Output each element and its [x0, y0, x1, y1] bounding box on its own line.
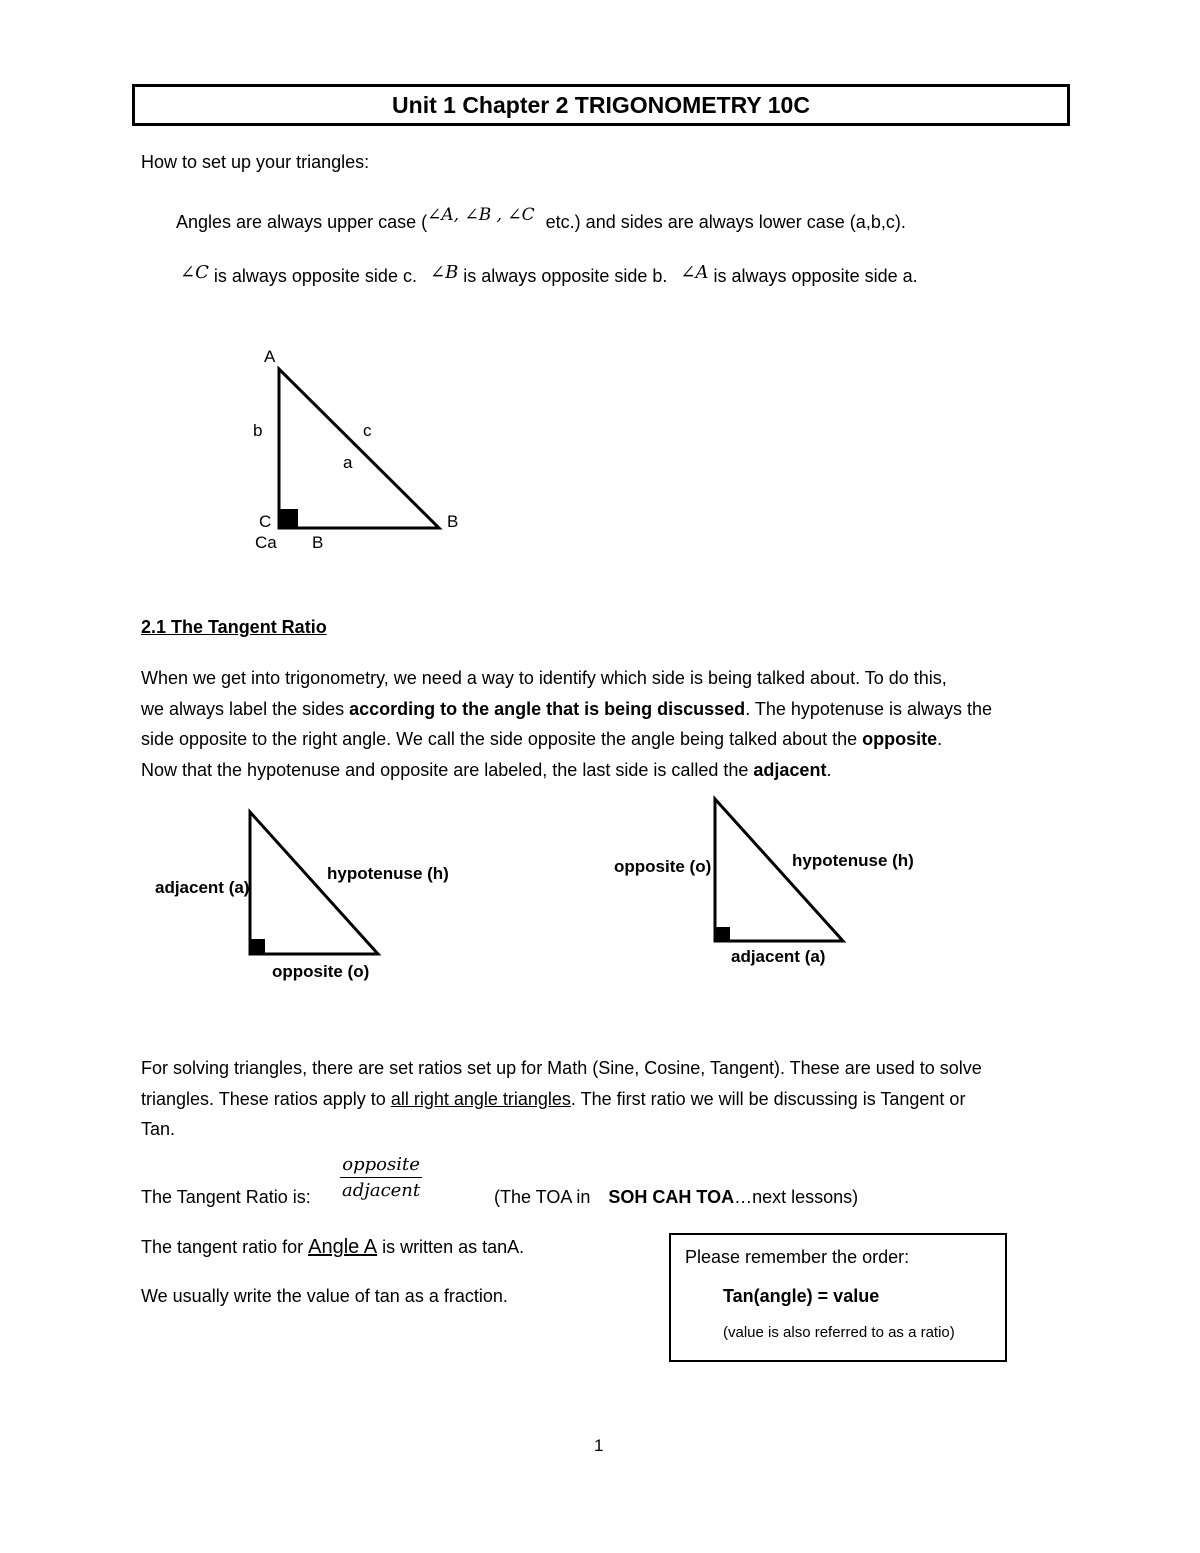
reminder-line-2: Tan(angle) = value — [723, 1286, 880, 1306]
angle-c-rule: is always opposite side c. — [208, 266, 417, 286]
angle-b-rule: is always opposite side b. — [458, 266, 668, 286]
page-title: Unit 1 Chapter 2 TRIGONOMETRY 10C — [132, 84, 1070, 126]
right-opposite-label: opposite (o) — [614, 857, 712, 876]
ratios-paragraph — [141, 1053, 1071, 1145]
paragraph-line: For solving triangles, there are set ratios set up for Math (Sine, Cosine, Tangent). These are used to solve — [141, 1058, 982, 1078]
right-adjacent-label: adjacent (a) — [731, 947, 826, 966]
paragraph-line: When we get into trigonometry, we need a way to identify which side is being talked about. To do this, — [141, 668, 947, 688]
angle-c-symbol: ∠C — [180, 262, 209, 283]
left-hypotenuse-label: hypotenuse (h) — [327, 864, 449, 883]
angle-a-rule: is always opposite side a. — [708, 266, 918, 286]
stray-b-label: B — [312, 533, 324, 552]
paragraph-line: Now that the hypotenuse and opposite are labeled, the last side is called the adjacent. — [141, 759, 832, 780]
left-opposite-label: opposite (o) — [272, 962, 370, 981]
fraction-note: We usually write the value of tan as a fraction. — [141, 1286, 508, 1306]
angles-symbols: ∠A, ∠B , ∠C — [427, 205, 535, 225]
angle-b-symbol: ∠B — [429, 262, 459, 283]
fraction-numerator: opposite — [342, 1154, 420, 1175]
tan-notation-line: The tangent ratio for Angle A is written as tanA. — [141, 1236, 525, 1258]
section-heading: 2.1 The Tangent Ratio — [141, 617, 327, 637]
paragraph-line: we always label the sides according to the angle that is being discussed. The hypotenuse is always the — [141, 698, 993, 719]
reminder-line-3: (value is also referred to as a ratio) — [723, 1324, 955, 1341]
side-c-label: c — [363, 421, 372, 440]
vertex-c-label: C — [259, 512, 272, 531]
vertex-a-label: A — [264, 347, 276, 366]
tangent-fraction — [340, 1154, 422, 1201]
tangent-ratio-label: The Tangent Ratio is: — [141, 1187, 311, 1207]
fraction-denominator: adjacent — [342, 1180, 421, 1201]
stray-ca-label: Ca — [255, 533, 277, 552]
reminder-box — [669, 1233, 1007, 1362]
reminder-line-1: Please remember the order: — [685, 1247, 910, 1267]
angle-a-symbol: ∠A — [680, 262, 709, 283]
right-hypotenuse-label: hypotenuse (h) — [792, 851, 914, 870]
triangle-abc — [279, 369, 439, 528]
side-a-label: a — [343, 453, 353, 472]
angles-suffix: etc.) and sides are always lower case (a,b,c). — [540, 212, 906, 232]
right-angle-marker-right — [716, 927, 730, 941]
angle-a-text: Angle A — [308, 1236, 378, 1258]
setup-heading: How to set up your triangles: — [141, 152, 370, 172]
vertex-b-label: B — [447, 512, 459, 531]
paragraph-line: Tan. — [141, 1119, 176, 1139]
paragraph-line: side opposite to the right angle. We call the side opposite the angle being talked about the opposite. — [141, 729, 943, 749]
left-adjacent-label: adjacent (a) — [155, 878, 250, 897]
right-angle-marker — [280, 509, 298, 527]
side-b-label: b — [253, 421, 263, 440]
paragraph-line: triangles. These ratios apply to all right angle triangles. The first ratio we will be discussing is Tangent or — [141, 1088, 966, 1109]
right-angle-marker-left — [251, 939, 265, 953]
page-number: 1 — [594, 1436, 604, 1455]
angles-prefix: Angles are always upper case ( — [176, 212, 428, 232]
fraction-bar — [340, 1177, 422, 1178]
tangent-intro-paragraph — [141, 663, 1071, 785]
toa-note: (The TOA in SOH CAH TOA…next lessons) — [494, 1187, 859, 1207]
